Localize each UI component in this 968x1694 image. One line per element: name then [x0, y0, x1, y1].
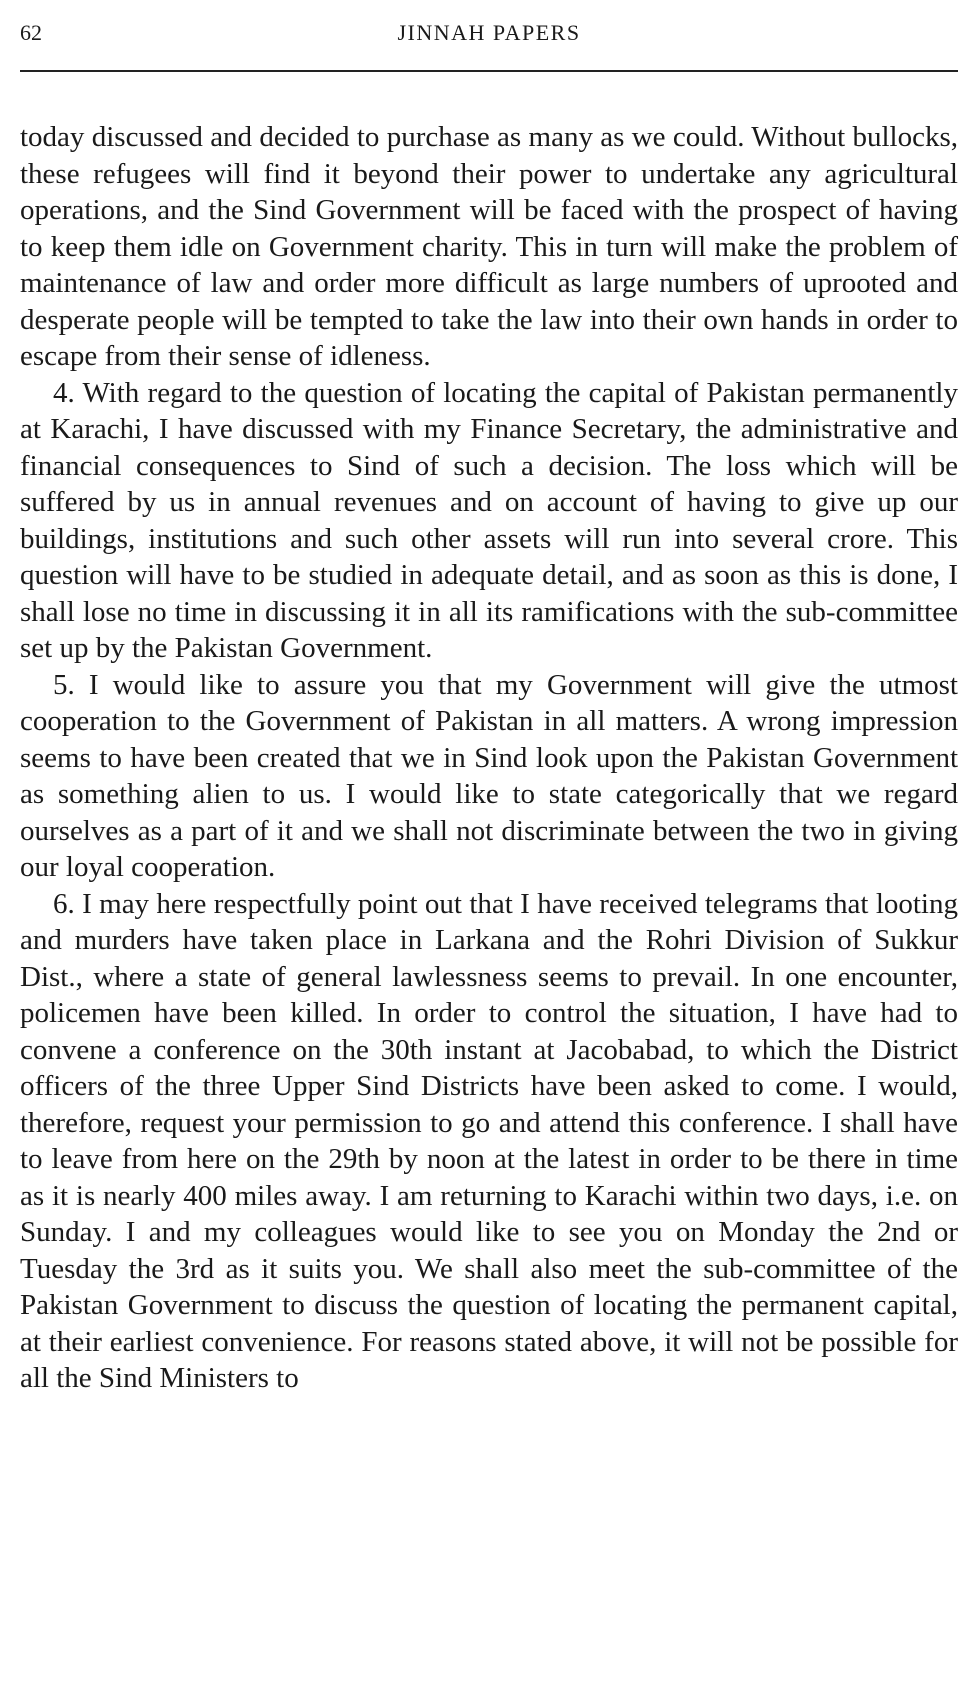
page-number: 62	[20, 20, 42, 45]
header-rule	[20, 70, 958, 72]
paragraph-continuation: today discussed and decided to purchase as many as we could. Without bullocks, these refugees will find it beyond their power to undertake any agricultural operations, and the Sind Government will be faced with the prospect of having to keep them idle on Government charity. This in turn will make the problem of maintenance of law and order more difficult as large numbers of uprooted and desperate people will be tempted to take the law into their own hands in order to escape from their sense of idleness.	[20, 121, 958, 372]
running-title: JINNAH PAPERS	[397, 20, 581, 45]
body-text	[20, 119, 958, 1397]
paragraph-6: 6. I may here respectfully point out that I have received telegrams that looting and murders have taken place in Larkana and the Rohri Division of Sukkur Dist., where a state of general lawlessness seems to prevail. In one encounter, policemen have been killed. In order to control the situation, I have had to convene a conference on the 30th instant at Jacobabad, to which the District officers of the three Upper Sind Districts have been asked to come. I would, therefore, request your permission to go and attend this conference. I shall have to leave from here on the 29th by noon at the latest in order to be there in time as it is nearly 400 miles away. I am returning to Karachi within two days, i.e. on Sunday. I and my colleagues would like to see you on Monday the 2nd or Tuesday the 3rd as it suits you. We shall also meet the sub-committee of the Pakistan Government to discuss the question of locating the permanent capital, at their earliest convenience. For reasons stated above, it will not be possible for all the Sind Ministers to	[20, 887, 958, 1394]
paragraph-4: 4. With regard to the question of locating the capital of Pakistan permanently at Karachi, I have discussed with my Finance Secretary, the administrative and financial consequences to Sind of such a decision. The loss which will be suffered by us in annual revenues and on account of having to give up our buildings, institutions and such other assets will run into several crore. This question will have to be studied in adequate detail, and as soon as this is done, I shall lose no time in discussing it in all its ramifications with the sub-committee set up by the Pakistan Government.	[20, 376, 958, 664]
paragraph-5: 5. I would like to assure you that my Government will give the utmost cooperation to the Government of Pakistan in all matters. A wrong impression seems to have been created that we in Sind look upon the Pakistan Government as something alien to us. I would like to state categorically that we regard ourselves as a part of it and we shall not discriminate between the two in giving our loyal cooperation.	[20, 668, 958, 883]
running-head	[20, 18, 958, 52]
